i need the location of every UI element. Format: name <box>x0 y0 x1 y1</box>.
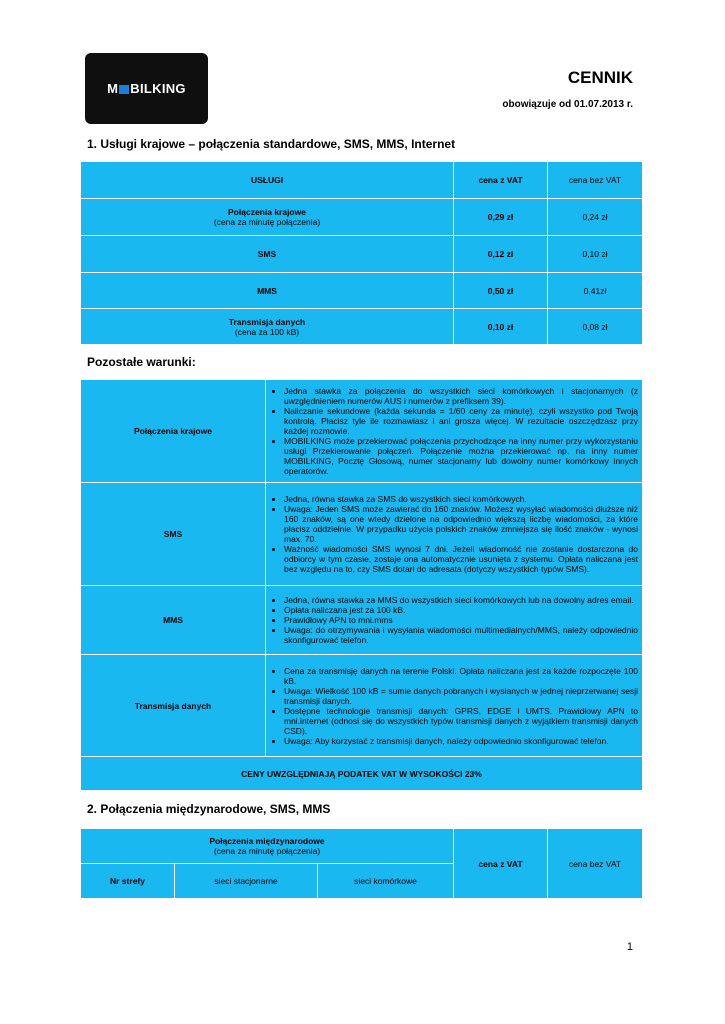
column-header-landline: sieci stacjonarne <box>175 864 318 899</box>
service-note: (cena za 100 kB) <box>234 326 300 337</box>
column-header-mobile: sieci komórkowe <box>318 864 454 899</box>
column-header-net: cena bez VAT <box>548 162 643 199</box>
service-cell <box>81 309 454 345</box>
international-price-table <box>80 828 643 899</box>
price-net: 0,24 zł <box>548 199 643 236</box>
table-row <box>81 199 643 236</box>
condition-details <box>266 586 643 655</box>
table-row <box>81 273 643 309</box>
price-gross: 0,29 zł <box>454 199 548 236</box>
mobilking-logo <box>85 53 208 124</box>
condition-name: SMS <box>81 483 266 586</box>
vat-note-row <box>81 757 643 791</box>
logo-text: M BILKING <box>107 81 186 96</box>
list-item: • Uwaga: do otrzymywania i wysyłania wiadomości multimedialnych/MMS, należy odpowiednio skonfigurować telefon. <box>284 625 638 645</box>
section1-heading: 1. Usługi krajowe – połączenia standardowe, SMS, MMS, Internet <box>87 137 456 151</box>
list-item: • Uwaga: Wielkość 100 kB = sumie danych pobranych i wysłanych w jednej nieprzerwanej sesji transmisji danych. <box>284 686 638 706</box>
service-name: MMS <box>81 273 454 309</box>
list-item: • Prawidłowy APN to mni.mms <box>284 615 638 625</box>
list-item: • MOBILKING może przekierować połączenia przychodzące na inny numer przy wykorzystaniu usługi Przekierowanie połączeń. Połączenie można przekierować np. na inny numer MOBILKING, Pocztę Głosową, numer stacjonarny lub dowolny numer komórkowy innych operatorów. <box>284 436 638 476</box>
section2-heading: 2. Połączenia międzynarodowe, SMS, MMS <box>87 802 331 816</box>
price-gross: 0,10 zł <box>454 309 548 345</box>
price-gross: 0,50 zł <box>454 273 548 309</box>
list-item: • Dostępne technologie transmisji danych: GPRS, EDGE i UMTS. Prawidłowy APN to mni.internet (odnosi się do wszystkich typów transmisji danych z wyjątkiem transmisji danych CSD). <box>284 706 638 736</box>
list-item: • Uwaga: Jeden SMS może zawierać do 160 znaków. Możesz wysyłać wiadomości dłuższe niż 160 znaków, są one wtedy dzielone na odpowiednio większą liczbę wiadomości, za które płacisz oddzielnie. W przypadku użycia polskich znaków zmniejsza się ilość znaków - wynosi max. 70. <box>284 504 638 544</box>
list-item: • Jedna stawka za połączenia do wszystkich sieci komórkowych i stacjonarnych (z uwzględnieniem numerów AUS i numerów z prefiksem 39). <box>284 386 638 406</box>
table-row <box>81 655 643 757</box>
group-subtitle: (cena za minutę połączenia) <box>213 846 321 856</box>
list-item: • Jedna, równa stawka za SMS do wszystkich sieci komórkowych. <box>284 494 638 504</box>
list-item: • Jedna, równa stawka za MMS do wszystkich sieci komórkowych lub na dowolny adres email. <box>284 595 638 605</box>
column-header-zone: Nr strefy <box>81 864 175 899</box>
condition-details <box>266 483 643 586</box>
list-item: • Opłata naliczana jest za 100 kB. <box>284 605 638 615</box>
table-row <box>81 483 643 586</box>
table-row <box>81 236 643 273</box>
group-title: Połączenia międzynarodowe <box>209 836 325 846</box>
domestic-price-table <box>80 161 643 345</box>
condition-name: Połączenia krajowe <box>81 380 266 483</box>
conditions-table <box>80 379 643 791</box>
service-name: Połączenia krajowe <box>228 207 306 217</box>
list-item: • Ważność wiadomości SMS wynosi 7 dni. Jeżeli wiadomość nie zostanie dostarczona do odbiorcy w tym czasie, zostaje ona automatycznie usunięta z systemu. Opłata naliczana jest bez względu na to, czy SMS dotarł do adresata (dotyczy wszystkich typów SMS). <box>284 544 638 574</box>
column-header-gross: cena z VAT <box>454 829 548 899</box>
price-net: 0,08 zł <box>548 309 643 345</box>
service-note: (cena za minutę połączenia) <box>213 217 321 227</box>
international-group-header <box>81 829 454 864</box>
table-row <box>81 309 643 345</box>
list-item: • Uwaga: Aby korzystać z transmisji danych, należy odpowiednio skonfigurować telefon. <box>284 736 638 746</box>
table-row <box>81 586 643 655</box>
column-header-gross: cena z VAT <box>454 162 548 199</box>
logo-square-icon <box>119 85 129 94</box>
service-name: Transmisja danych <box>228 316 306 327</box>
price-gross: 0,12 zł <box>454 236 548 273</box>
list-item: • Naliczanie sekundowe (każda sekunda = 1/60 ceny za minutę), czyli wszystko pod Twoją kontrolą. Płacisz tyle ile rozmawiasz i ani grosza więcej. W rezultacie oszczędzasz przy każdej rozmowie. <box>284 406 638 436</box>
condition-name: Transmisja danych <box>81 655 266 757</box>
column-header-net: cena bez VAT <box>548 829 643 899</box>
table-header-row <box>81 829 643 864</box>
price-net: 0,41zł <box>548 273 643 309</box>
valid-from-date: obowiązuje od 01.07.2013 r. <box>502 99 633 110</box>
list-item: • Cena za transmisję danych na terenie Polski. Opłata naliczana jest za każde rozpoczęte 100 kB. <box>284 666 638 686</box>
document-title: CENNIK <box>567 68 633 87</box>
page-number: 1 <box>626 941 633 953</box>
service-name: SMS <box>81 236 454 273</box>
table-row <box>81 380 643 483</box>
column-header-services: USŁUGI <box>81 162 454 199</box>
price-net: 0,10 zł <box>548 236 643 273</box>
other-conditions-heading: Pozostałe warunki: <box>87 355 196 369</box>
condition-details <box>266 380 643 483</box>
condition-name: MMS <box>81 586 266 655</box>
vat-note: CENY UWZGLĘDNIAJĄ PODATEK VAT W WYSOKOŚCI 23% <box>81 757 643 791</box>
service-cell <box>81 199 454 236</box>
table-header-row <box>81 162 643 199</box>
condition-details <box>266 655 643 757</box>
